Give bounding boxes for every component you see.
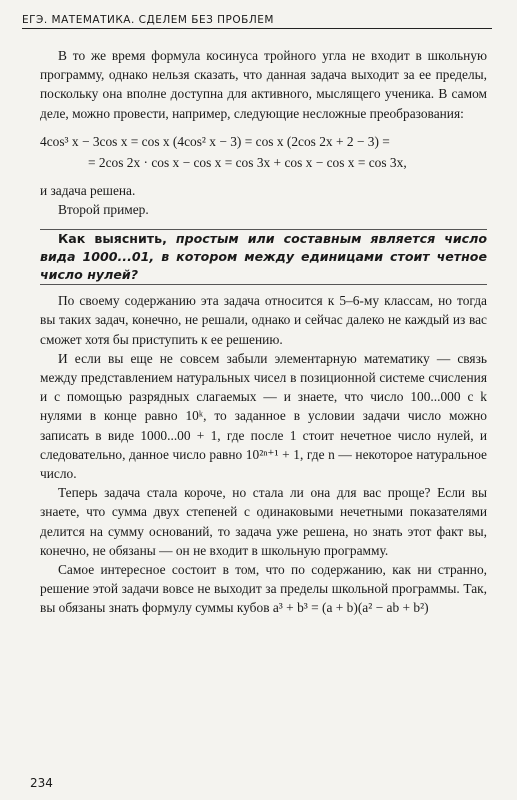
body-paragraph-4: Самое интересное состоит в том, что по содержанию, как ни странно, решение этой задачи вовсе не выходит за пределы школьной программы. Так, вы обязаны знать формулу суммы кубов a³ + b³ = (a + b)(a² − ab + b²) <box>40 562 487 616</box>
trig-formula <box>40 131 487 173</box>
second-example-label: Второй пример. <box>58 202 149 218</box>
body-paragraph-1: По своему содержанию эта задача относится к 5–6-му классам, но тогда вы таких задач, конечно, не решали, однако и сейчас далеко не каждый из вас сможет хотя бы приступить к ее решению. <box>40 293 487 347</box>
page-number: 234 <box>30 776 53 790</box>
problem-statement <box>40 230 487 284</box>
divider-bottom <box>40 284 487 285</box>
running-header: ЕГЭ. МАТЕМАТИКА. СДЕЛЕМ БЕЗ ПРОБЛЕМ <box>22 14 492 29</box>
formula-line-1: 4cos³ x − 3cos x = cos x (4cos² x − 3) = cos x (2cos 2x + 2 − 3) = <box>40 133 390 149</box>
body-paragraph-2: И если вы еще не совсем забыли элементарную математику — связь между представлением натуральных чисел в позиционной системе счисления и с помощью разрядных слагаемых — и знаете, что число 100...000 с k нулями в конце равно 10ᵏ, то заданное в условии задачи число можно записать в виде 1000...00 + 1, где после 1 стоит нечетное число нулей, и следовательно, данное число равно 10²ⁿ⁺¹ + 1, где n — некоторое натуральное число. <box>40 350 487 482</box>
problem-lead: Как выяснить, <box>58 231 176 247</box>
formula-line-2: = 2cos 2x · cos x − cos x = cos 3x + cos x − cos x = cos 3x, <box>88 154 407 170</box>
intro-paragraph: В то же время формула косинуса тройного угла не входит в школьную программу, однако нельзя сказать, что данная задача выходит за ее пределы, поскольку она вполне доступна для активного, мыслящего ученика. В самом деле, можно провести, например, следующие несложные преобразования: <box>40 48 487 121</box>
problem-text: простым или составным является число вида 1000...01, в котором между единицами стоит четное число нулей? <box>40 231 488 283</box>
page-body <box>40 46 487 618</box>
body-paragraph-3: Теперь задача стала короче, но стала ли она для вас проще? Если вы знаете, что сумма двух степеней с одинаковыми нечетными показателями делится на сумму оснований, то задача уже решена, но знать этот факт вы, конечно, не обязаны — он не входит в школьную программу. <box>40 485 487 558</box>
solved-line: и задача решена. <box>40 182 136 198</box>
